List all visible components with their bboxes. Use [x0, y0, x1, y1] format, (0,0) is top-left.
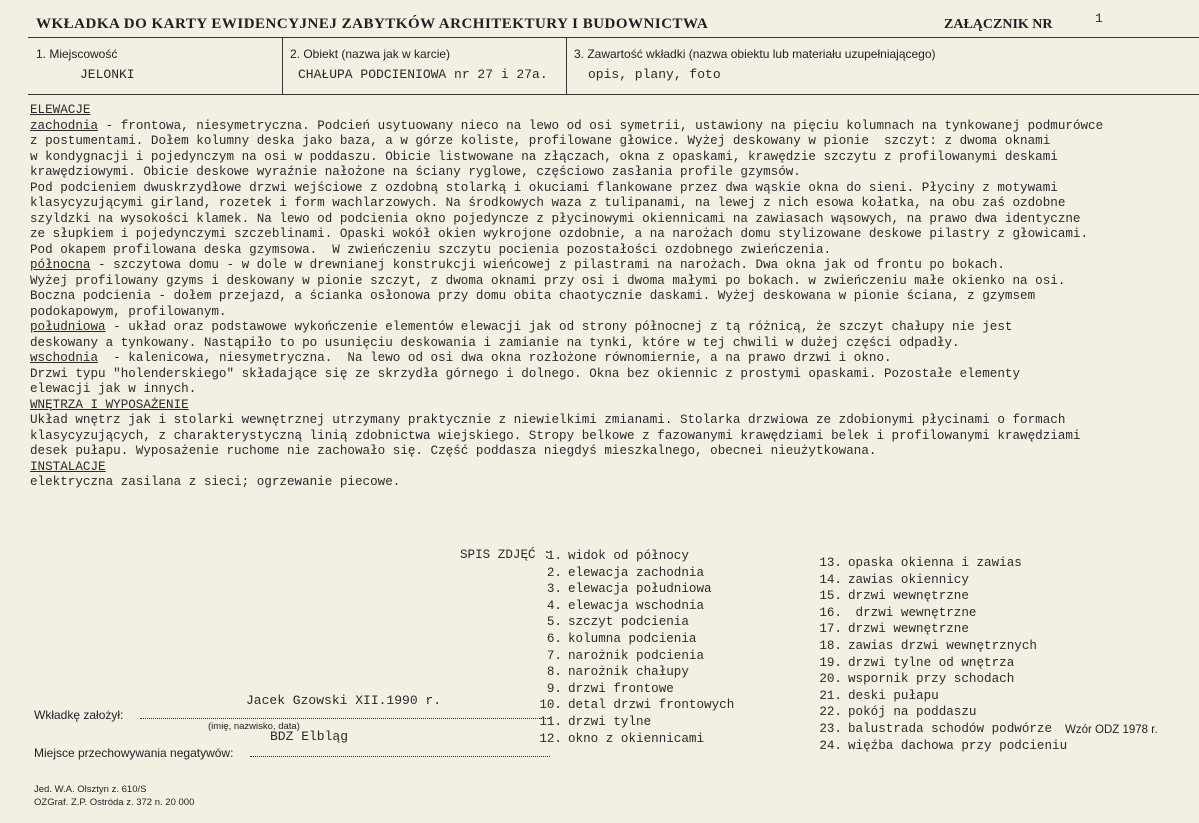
photo-list-item — [532, 697, 734, 714]
photo-list-label: SPIS ZDJĘĆ : — [460, 548, 551, 562]
contents-label: 3. Zawartość wkładki (nazwa obiektu lub materiału uzupełniającego) — [574, 47, 936, 61]
photo-list-item — [812, 688, 1067, 705]
photo-caption: więźba dachowa przy podcieniu — [848, 738, 1068, 753]
object-label: 2. Obiekt (nazwa jak w karcie) — [290, 47, 451, 61]
description-line — [30, 196, 1190, 212]
photo-list-item — [532, 731, 734, 748]
photo-number: 1. — [546, 549, 562, 563]
description-text: deskowany a tynkowany. Nastąpiło to po usunięciu deskowania i zamianie na tynki, które w tej chwili w dużej części odpadły. — [30, 335, 960, 350]
photo-list-item — [812, 671, 1067, 688]
photo-caption: kolumna podcienia — [568, 631, 697, 646]
fields-divider — [28, 94, 1199, 95]
description-text: klasycyzującymi girland, rozetek i form wachlarzowych. Na środkowych waza z tulipanami, na lewej z nich esowa kołatka, na obu zaś ozdobne — [30, 196, 1066, 210]
description-text: w kondygnacji i pojedynczym na osi w poddaszu. Obicie listwowane na złączach, okna z opaskami, krawędzie szczytu z profilowanymi deskami — [30, 149, 1058, 164]
author-value: Jacek Gzowski XII.1990 r. — [246, 693, 442, 708]
photo-number: 7. — [546, 648, 562, 663]
photo-number: 8. — [546, 665, 562, 680]
photo-list-item — [532, 714, 734, 731]
photo-caption: deski pułapu — [848, 688, 939, 703]
photo-list-item — [812, 605, 1067, 622]
photo-number: 9. — [546, 681, 562, 696]
description-line — [30, 305, 1190, 321]
field-divider — [282, 38, 283, 94]
storage-dotted-line — [250, 756, 550, 757]
photo-number: 11. — [539, 714, 562, 729]
description-text: podokapowym, profilowanym. — [30, 304, 227, 319]
photo-list-item — [812, 721, 1067, 738]
photo-number: 19. — [819, 655, 842, 670]
photo-number: 18. — [819, 638, 842, 653]
photo-caption: drzwi wewnętrzne — [848, 622, 969, 637]
photo-list-item — [532, 565, 734, 582]
photo-list-right — [812, 555, 1067, 754]
photo-list-item — [532, 614, 734, 631]
description-text: - szczytowa domu - w dole w drewnianej konstrukcji wieńcowej z pilastrami na narożach. Dwa okna jak od frontu po bokach. — [90, 258, 1005, 272]
photo-list-item — [812, 621, 1067, 638]
page-number: 1 — [1095, 11, 1103, 26]
photo-caption: elewacja południowa — [568, 582, 712, 597]
description-line — [30, 103, 1190, 119]
photo-caption: zawias okiennicy — [848, 572, 969, 587]
photo-caption: balustrada schodów podwórze — [848, 721, 1053, 736]
description-line — [30, 429, 1190, 445]
description-line — [30, 258, 1190, 274]
description-line — [30, 181, 1190, 197]
description-line — [30, 367, 1190, 383]
description-text: klasycyzujących, z charakterystyczną linią zdobnictwa wiejskiego. Stropy belkowe z fazowanymi krawędziami belek i profilowanymi krawędziami — [30, 428, 1081, 443]
storage-label: Miejsce przechowywania negatywów: — [34, 746, 234, 760]
photo-number: 21. — [819, 688, 842, 703]
section-heading: WNĘTRZA I WYPOSAŻENIE — [30, 397, 189, 412]
photo-caption: narożnik podcienia — [568, 648, 705, 663]
description-line — [30, 119, 1190, 135]
photo-number: 20. — [819, 672, 842, 687]
description-line — [30, 382, 1190, 398]
description-text: desek pułapu. Wyposażenie ruchome nie zachowało się. Część poddasza niegdyś mieszkalnego, obecnei nieużytkowana. — [30, 444, 877, 458]
photo-number: 4. — [546, 598, 562, 613]
photo-list-item — [812, 738, 1067, 755]
description-text: Drzwi typu "holenderskiego" składające się ze skrzydła górnego i dolnego. Okna bez okiennic z prostymi opaskami. Pozostałe elementy — [30, 366, 1021, 381]
object-value: CHAŁUPA PODCIENIOWA nr 27 i 27a. — [298, 67, 548, 82]
print-info-line1: Jed. W.A. Olsztyn z. 610/S — [34, 784, 147, 795]
description-line — [30, 398, 1190, 414]
photo-caption: elewacja wschodnia — [568, 598, 705, 613]
photo-caption: drzwi frontowe — [568, 681, 674, 696]
photo-list-item — [812, 655, 1067, 672]
description-line — [30, 413, 1190, 429]
section-heading: INSTALACJE — [30, 459, 106, 474]
photo-list-item — [532, 581, 734, 598]
description-text: Pod podcieniem dwuskrzydłowe drzwi wejściowe z ozdobną stolarką i okuciami flankowane przez dwa wąskie okna do sieni. Płyciny z motywami — [30, 180, 1058, 195]
photo-list-item — [532, 631, 734, 648]
section-heading: północna — [30, 258, 91, 272]
photo-caption: zawias drzwi wewnętrznych — [848, 638, 1037, 653]
photo-caption: elewacja zachodnia — [568, 565, 705, 580]
description-line — [30, 460, 1190, 476]
photo-list-item — [532, 648, 734, 665]
section-heading: ELEWACJE — [30, 103, 91, 117]
photo-caption: okno z okiennicami — [568, 731, 705, 746]
description-line — [30, 320, 1190, 336]
photo-caption: detal drzwi frontowych — [568, 698, 735, 713]
print-info-line2: OZGraf. Z.P. Ostróda z. 372 n. 20 000 — [34, 797, 195, 808]
photo-caption: drzwi tylne — [568, 714, 652, 729]
photo-number: 14. — [819, 572, 842, 587]
description-line — [30, 274, 1190, 290]
photo-list-left — [532, 548, 734, 747]
description-text: - frontowa, niesymetryczna. Podcień usytuowany nieco na lewo od osi symetrii, ustawiony na pięciu kolumnach na tynkowanej podmurówce — [98, 118, 1104, 133]
form-template-stamp: Wzór ODZ 1978 r. — [1065, 724, 1158, 736]
description-text: ze słupkiem i pojedynczymi szczeblinami. Opaski wokół okien wykrojone ozdobnie, a na narożach domu stylizowane deskowe pilastry z głowicami. — [30, 227, 1089, 241]
description-line — [30, 243, 1190, 259]
photo-caption: drzwi wewnętrzne — [848, 605, 977, 620]
description-text: Boczna podcienia - dołem przejazd, a ścianka osłonowa przy domu obita chaotycznie daskami. Wyżej deskowana w pionie ściana, z gzymsem — [30, 289, 1036, 303]
photo-list-item — [812, 638, 1067, 655]
photo-number: 23. — [819, 721, 842, 736]
place-value: JELONKI — [80, 67, 135, 82]
description-text: elewacji jak w innych. — [30, 382, 197, 396]
section-heading: zachodnia — [30, 118, 99, 133]
description-line — [30, 351, 1190, 367]
description-text: - kalenicowa, niesymetryczna. Na lewo od osi dwa okna rozłożone równomiernie, a na prawo drzwi i okno. — [98, 351, 892, 365]
fields-row — [28, 38, 1199, 94]
description-line — [30, 475, 1190, 491]
contents-value: opis, plany, foto — [588, 67, 721, 82]
photo-number: 16. — [819, 605, 842, 620]
photo-list-item — [812, 588, 1067, 605]
description-line — [30, 212, 1190, 228]
photo-number: 12. — [539, 731, 562, 746]
photo-list-item — [812, 704, 1067, 721]
form-title: WKŁADKA DO KARTY EWIDENCYJNEJ ZABYTKÓW ARCHITEKTURY I BUDOWNICTWA — [36, 16, 709, 32]
photo-list-item — [532, 681, 734, 698]
photo-number: 2. — [546, 565, 562, 580]
description-text: elektryczna zasilana z sieci; ogrzewanie piecowe. — [30, 475, 401, 489]
photo-list-item — [532, 548, 734, 565]
description-line — [30, 150, 1190, 166]
field-divider — [566, 38, 567, 94]
description-line — [30, 134, 1190, 150]
photo-caption: szczyt podcienia — [568, 615, 689, 630]
section-heading: południowa — [30, 320, 106, 334]
photo-list-item — [532, 664, 734, 681]
description-body — [30, 103, 1190, 491]
place-label: 1. Miejscowość — [36, 47, 118, 61]
photo-caption: wspornik przy schodach — [848, 672, 1015, 687]
description-text: krawędziowymi. Obicie deskowe wyraźnie nałożone na ściany ryglowe, częściowo zasłania profile gzymsów. — [30, 165, 801, 179]
description-text: szyldzki na wysokości klamek. Na lewo od podcienia okno pojedyncze z płycinowymi okiennicami na zawiasach wąsowych, na prawo dwa identyczne — [30, 211, 1081, 226]
photo-caption: narożnik chałupy — [568, 665, 689, 680]
description-text: Wyżej profilowany gzyms i deskowany w pionie szczyt, z dwoma oknami przy osi i dwoma małymi po bokach. w zwieńczeniu małe okienko na osi. — [30, 273, 1066, 288]
photo-caption: opaska okienna i zawias — [848, 556, 1022, 570]
photo-number: 5. — [546, 615, 562, 630]
photo-caption: widok od północy — [568, 549, 689, 563]
photo-number: 17. — [819, 622, 842, 637]
description-text: - układ oraz podstawowe wykończenie elementów elewacji jak od strony północnej z tą różnicą, że szczyt chałupy nie jest — [105, 320, 1013, 334]
description-text: z postumentami. Dołem kolumny deska jako baza, a w górze koliste, profilowane głowice. Wyżej deskowany w pionie szczyt: z dwoma oknami — [30, 134, 1051, 148]
photo-number: 24. — [819, 738, 842, 753]
photo-list-item — [812, 555, 1067, 572]
photo-caption: drzwi tylne od wnętrza — [848, 655, 1015, 670]
author-dotted-line — [140, 718, 550, 719]
description-line — [30, 165, 1190, 181]
storage-value: BDZ Elbląg — [270, 729, 349, 744]
photo-number: 22. — [819, 705, 842, 720]
photo-number: 10. — [539, 698, 562, 713]
description-line — [30, 444, 1190, 460]
description-line — [30, 289, 1190, 305]
photo-number: 6. — [546, 631, 562, 646]
photo-list-item — [812, 572, 1067, 589]
description-text: Układ wnętrz jak i stolarki wewnętrznej utrzymany praktycznie z niewielkimi zmianami. Stolarka drzwiowa ze zdobionymi płycinami o formach — [30, 413, 1066, 427]
author-hint: (imię, nazwisko, data) — [208, 721, 300, 732]
annex-label: ZAŁĄCZNIK NR — [944, 17, 1053, 32]
author-label: Wkładkę założył: — [34, 708, 124, 722]
description-line — [30, 227, 1190, 243]
photo-number: 3. — [546, 582, 562, 597]
photo-number: 15. — [819, 589, 842, 604]
photo-number: 13. — [819, 556, 842, 570]
description-line — [30, 336, 1190, 352]
photo-list-item — [532, 598, 734, 615]
photo-caption: pokój na poddaszu — [848, 705, 977, 720]
photo-caption: drzwi wewnętrzne — [848, 589, 969, 604]
description-text: Pod okapem profilowana deska gzymsowa. W zwieńczeniu szczytu pocienia pozostałości ozdobnego zwieńczenia. — [30, 242, 832, 257]
section-heading: wschodnia — [30, 351, 99, 365]
